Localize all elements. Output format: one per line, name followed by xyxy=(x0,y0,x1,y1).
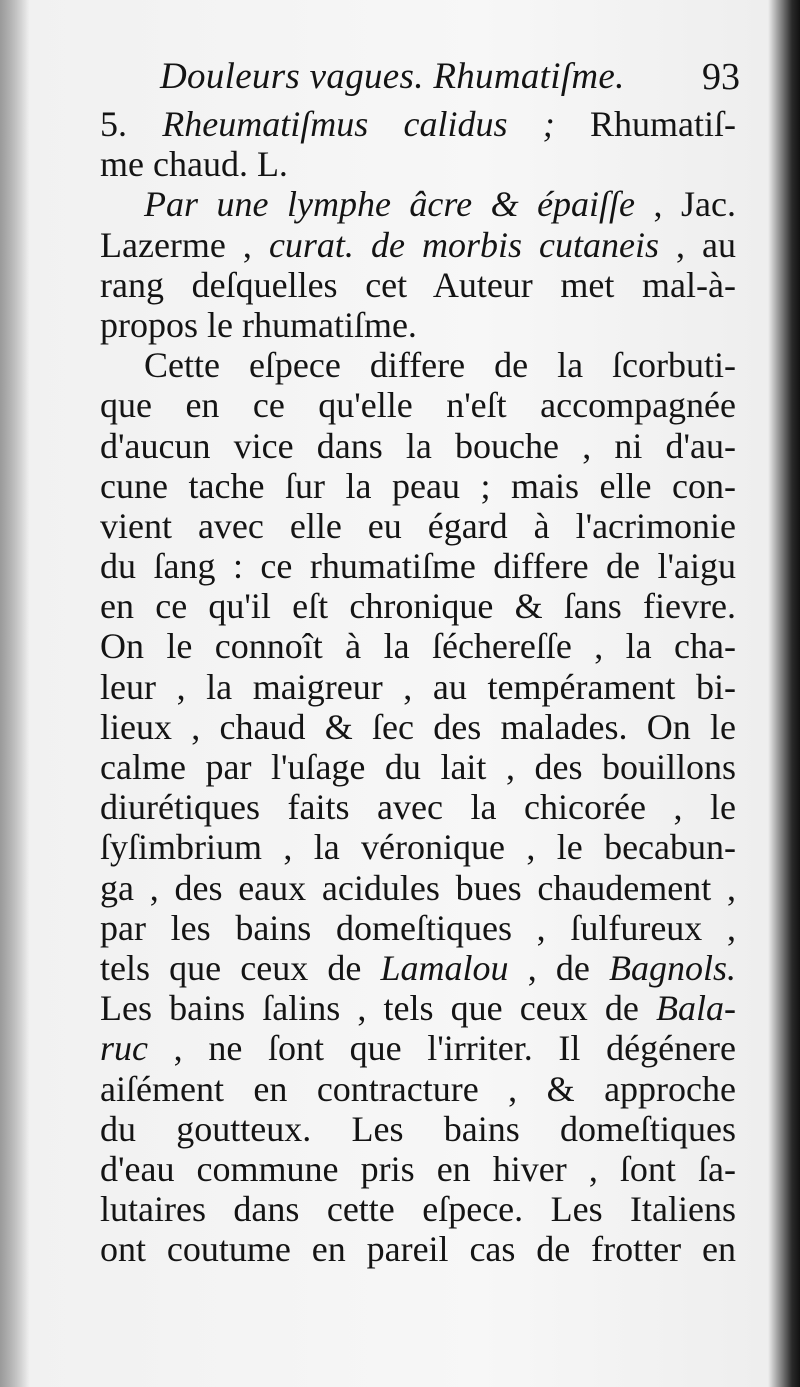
text-segment: Cette eſpece differe de la ſcorbuti- xyxy=(144,345,736,386)
italic-text: Bala- xyxy=(656,988,736,1029)
text-segment: que en ce qu'elle n'eſt accompagnée xyxy=(100,385,736,426)
text-segment: On le connoît à la ſéchereſſe , la cha- xyxy=(100,626,736,667)
text-line xyxy=(100,626,736,666)
text-line xyxy=(100,667,736,707)
text-line xyxy=(100,144,736,184)
text-segment: Les bains ſalins , tels que ceux de xyxy=(100,988,657,1029)
italic-text: ruc xyxy=(100,1028,148,1069)
text-segment: aiſément en contracture , & approche xyxy=(100,1068,736,1109)
text-line xyxy=(100,1069,736,1109)
text-line xyxy=(100,1229,736,1269)
text-line xyxy=(100,385,736,425)
running-head xyxy=(160,55,740,101)
text-line xyxy=(100,1189,736,1229)
italic-text: Rheumatiſmus calidus ; xyxy=(162,104,555,144)
text-segment: lieux , chaud & ſec des malades. On le xyxy=(100,706,736,747)
italic-text: curat. de morbis cutaneis xyxy=(268,224,659,265)
text-segment: tels que ceux de xyxy=(100,947,381,988)
text-line xyxy=(100,827,736,867)
text-line xyxy=(100,1109,736,1149)
text-line xyxy=(100,104,736,144)
text-line xyxy=(100,265,736,305)
text-line xyxy=(100,184,736,224)
text-line xyxy=(100,1028,736,1068)
text-segment: lutaires dans cette eſpece. Les Italiens xyxy=(100,1189,736,1230)
text-line xyxy=(100,426,736,466)
text-line xyxy=(100,868,736,908)
text-segment: ga , des eaux acidules bues chaudement , xyxy=(100,867,736,908)
italic-text: Lamalou xyxy=(380,947,509,988)
italic-text: Par une lymphe âcre & épaiſſe xyxy=(144,184,636,225)
text-segment: , au xyxy=(658,224,736,265)
text-line xyxy=(100,1149,736,1189)
text-line xyxy=(100,466,736,506)
text-segment: me chaud. L. xyxy=(100,144,288,185)
text-segment: ſyſimbrium , la véronique , le becabun- xyxy=(100,827,736,868)
text-segment: Lazerme , xyxy=(100,224,269,265)
body-text xyxy=(100,104,736,1269)
text-segment: Rhumatiſ- xyxy=(554,104,736,144)
text-line xyxy=(100,747,736,787)
text-segment: cune tache ſur la peau ; mais elle con- xyxy=(100,465,736,506)
text-segment: d'eau commune pris en hiver , ſont ſa- xyxy=(100,1148,736,1189)
text-line xyxy=(100,345,736,385)
text-segment: , Jac. xyxy=(635,184,736,225)
text-segment: 5. xyxy=(100,104,163,144)
text-segment: par les bains domeſtiques , ſulfureux , xyxy=(100,907,736,948)
text-segment: vient avec elle eu égard à l'acrimonie xyxy=(100,505,736,546)
italic-text: Bagnols. xyxy=(608,947,736,988)
text-segment: en ce qu'il eſt chronique & ſans fievre. xyxy=(100,586,736,627)
text-line xyxy=(100,586,736,626)
text-segment: , ne ſont que l'irriter. Il dégénere xyxy=(148,1028,736,1069)
text-segment: rang deſquelles cet Auteur met mal-à- xyxy=(100,264,736,305)
text-line xyxy=(100,546,736,586)
text-line xyxy=(100,948,736,988)
text-segment: calme par l'uſage du lait , des bouillons xyxy=(100,747,736,787)
text-segment: d'aucun vice dans la bouche , ni d'au- xyxy=(100,425,736,466)
text-segment: ont coutume en pareil cas de frotter en xyxy=(100,1229,736,1270)
text-segment: du goutteux. Les bains domeſtiques xyxy=(100,1108,736,1149)
text-line xyxy=(100,908,736,948)
text-line xyxy=(100,305,736,345)
page-number: 93 xyxy=(702,56,740,98)
text-segment: propos le rhumatiſme. xyxy=(100,304,417,345)
text-segment: leur , la maigreur , au tempérament bi- xyxy=(100,666,736,707)
text-line xyxy=(100,506,736,546)
text-line xyxy=(100,707,736,747)
running-head-title: Douleurs vagues. Rhumatiſme. xyxy=(160,56,625,97)
text-line xyxy=(100,787,736,827)
page-fold-shadow xyxy=(0,0,30,1387)
text-segment: diurétiques faits avec la chicorée , le xyxy=(100,787,736,828)
text-segment: du ſang : ce rhumatiſme differe de l'aigu xyxy=(100,546,736,587)
text-line xyxy=(100,988,736,1028)
text-segment: , de xyxy=(508,947,609,988)
text-line xyxy=(100,225,736,265)
